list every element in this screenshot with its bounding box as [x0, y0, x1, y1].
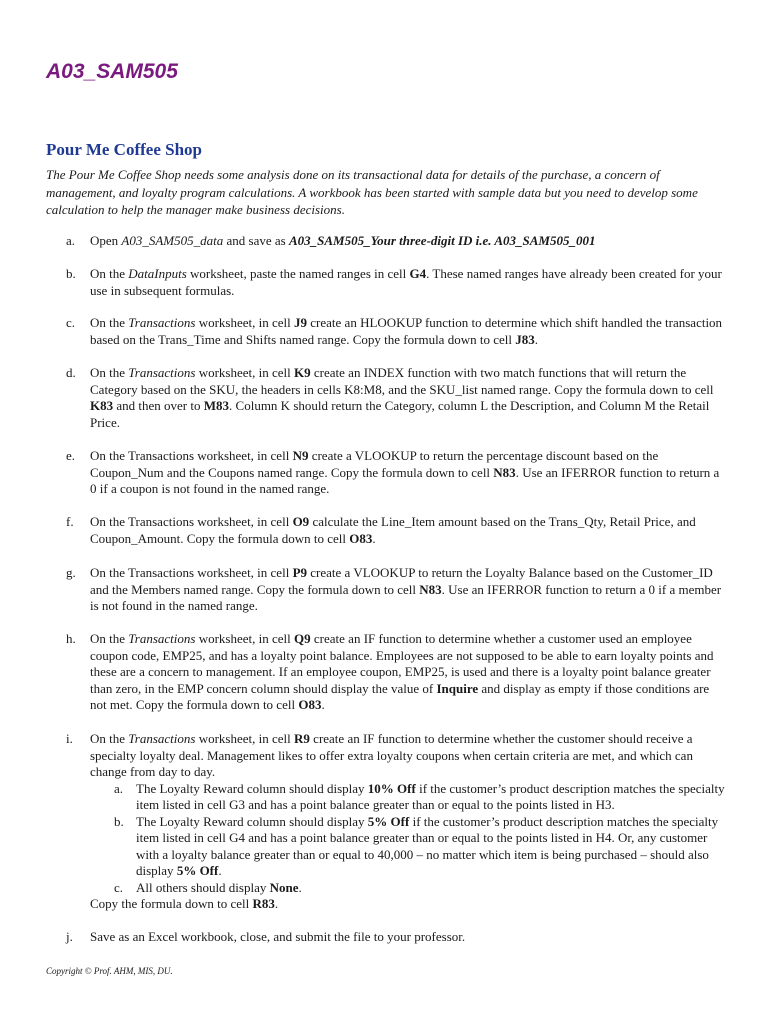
subtask-text: All others should display None.: [136, 879, 302, 895]
task-i-copy-line: Copy the formula down to cell R83.: [90, 896, 279, 911]
task-label: j.: [66, 929, 73, 944]
task-h: [66, 631, 726, 714]
task-text: On the Transactions worksheet, in cell O9 calculate the Line_Item amount based on the Trans_Qty, Retail Price, and Coupon_Amount. Copy the formula down to cell O83.: [90, 514, 696, 546]
task-text: Open A03_SAM505_data and save as A03_SAM505_Your three-digit ID i.e. A03_SAM505_001: [90, 233, 596, 248]
subtask-label: a.: [114, 780, 124, 796]
subtask-text: The Loyalty Reward column should display 5% Off if the customer’s product description matches the specialty item listed in cell G4 and has a point balance greater than or equal to the points listed in H4. Or, any customer with a loyalty balance greater than or equal to 40,000 – no matter which item is being purchased – should also display 5% Off.: [136, 813, 719, 878]
task-e: [66, 448, 726, 498]
intro-paragraph: The Pour Me Coffee Shop needs some analysis done on its transactional data for details of the purchase, a concern of management, and loyalty program calculations. A workbook has been started with sample data but you need to develop some calculation to help the manager make business decisions.: [46, 167, 698, 217]
subtask-label: b.: [114, 813, 124, 829]
task-text: On the Transactions worksheet, in cell P9 create a VLOOKUP to return the Loyalty Balance based on the Customer_ID and the Members named range. Copy the formula down to cell N83. Use an IFERROR function to return a 0 if a member is not found in the named range.: [90, 565, 722, 613]
task-j: [66, 929, 726, 946]
task-text: On the Transactions worksheet, in cell R9 create an IF function to determine whether the customer should receive a specialty loyalty deal. Management likes to offer extra loyalty coupons when certain criteria are met, and which can change from day to day.: [90, 731, 693, 779]
task-label: g.: [66, 565, 76, 580]
task-label: f.: [66, 514, 74, 529]
task-i: [66, 731, 726, 913]
task-a: [66, 233, 726, 250]
task-g: [66, 565, 726, 615]
subtask-text: The Loyalty Reward column should display 10% Off if the customer’s product description matches the specialty item listed in cell G3 and has a point balance greater than or equal to the points listed in H3.: [136, 780, 725, 812]
task-b: [66, 266, 726, 299]
task-label: e.: [66, 448, 76, 463]
subtask-b: [114, 814, 726, 880]
task-f: [66, 514, 726, 547]
task-label: h.: [66, 631, 76, 646]
task-c: [66, 315, 726, 348]
subtask-c: [114, 880, 726, 897]
task-label: a.: [66, 233, 76, 248]
task-text: Save as an Excel workbook, close, and submit the file to your professor.: [90, 929, 466, 944]
task-d: [66, 365, 726, 431]
task-text: On the Transactions worksheet, in cell K9 create an INDEX function with two match functions that will return the Category based on the SKU, the headers in cells K8:M8, and the SKU_list named range. Copy the formula down to cell K83 and then over to M83. Column K should return the Category, column L the Description, and Column M the Retail Price.: [90, 365, 714, 430]
task-text: On the Transactions worksheet, in cell Q9 create an IF function to determine whether a customer used an employee coupon code, EMP25, and has a loyalty point balance. Employees are not supposed to be able to earn loyalty points and these are a concern to management. If an employee coupon, EMP25, is used and there is a loyalty point balance greater than zero, in the EMP concern column should display the value of Inquire and display as empty if those conditions are not met. Copy the formula down to cell O83.: [90, 631, 714, 712]
section-title: Pour Me Coffee Shop: [46, 140, 202, 159]
task-label: d.: [66, 365, 76, 380]
task-label: c.: [66, 315, 76, 330]
task-i-subitems: [90, 781, 726, 897]
task-label: b.: [66, 266, 76, 281]
task-text: On the Transactions worksheet, in cell J9 create an HLOOKUP function to determine which shift handled the transaction based on the Trans_Time and Shifts named range. Copy the formula down to cell J83.: [90, 315, 723, 347]
document-title: A03_SAM505: [46, 60, 178, 83]
subtask-a: [114, 781, 726, 814]
task-label: i.: [66, 731, 73, 746]
copyright-footer: Copyright © Prof. AHM, MIS, DU.: [46, 966, 173, 976]
task-text: On the DataInputs worksheet, paste the named ranges in cell G4. These named ranges have already been created for your use in subsequent formulas.: [90, 266, 722, 298]
task-text: On the Transactions worksheet, in cell N9 create a VLOOKUP to return the percentage discount based on the Coupon_Num and the Coupons named range. Copy the formula down to cell N83. Use an IFERROR function to return a 0 if a coupon is not found in the named range.: [90, 448, 720, 496]
subtask-label: c.: [114, 879, 124, 895]
